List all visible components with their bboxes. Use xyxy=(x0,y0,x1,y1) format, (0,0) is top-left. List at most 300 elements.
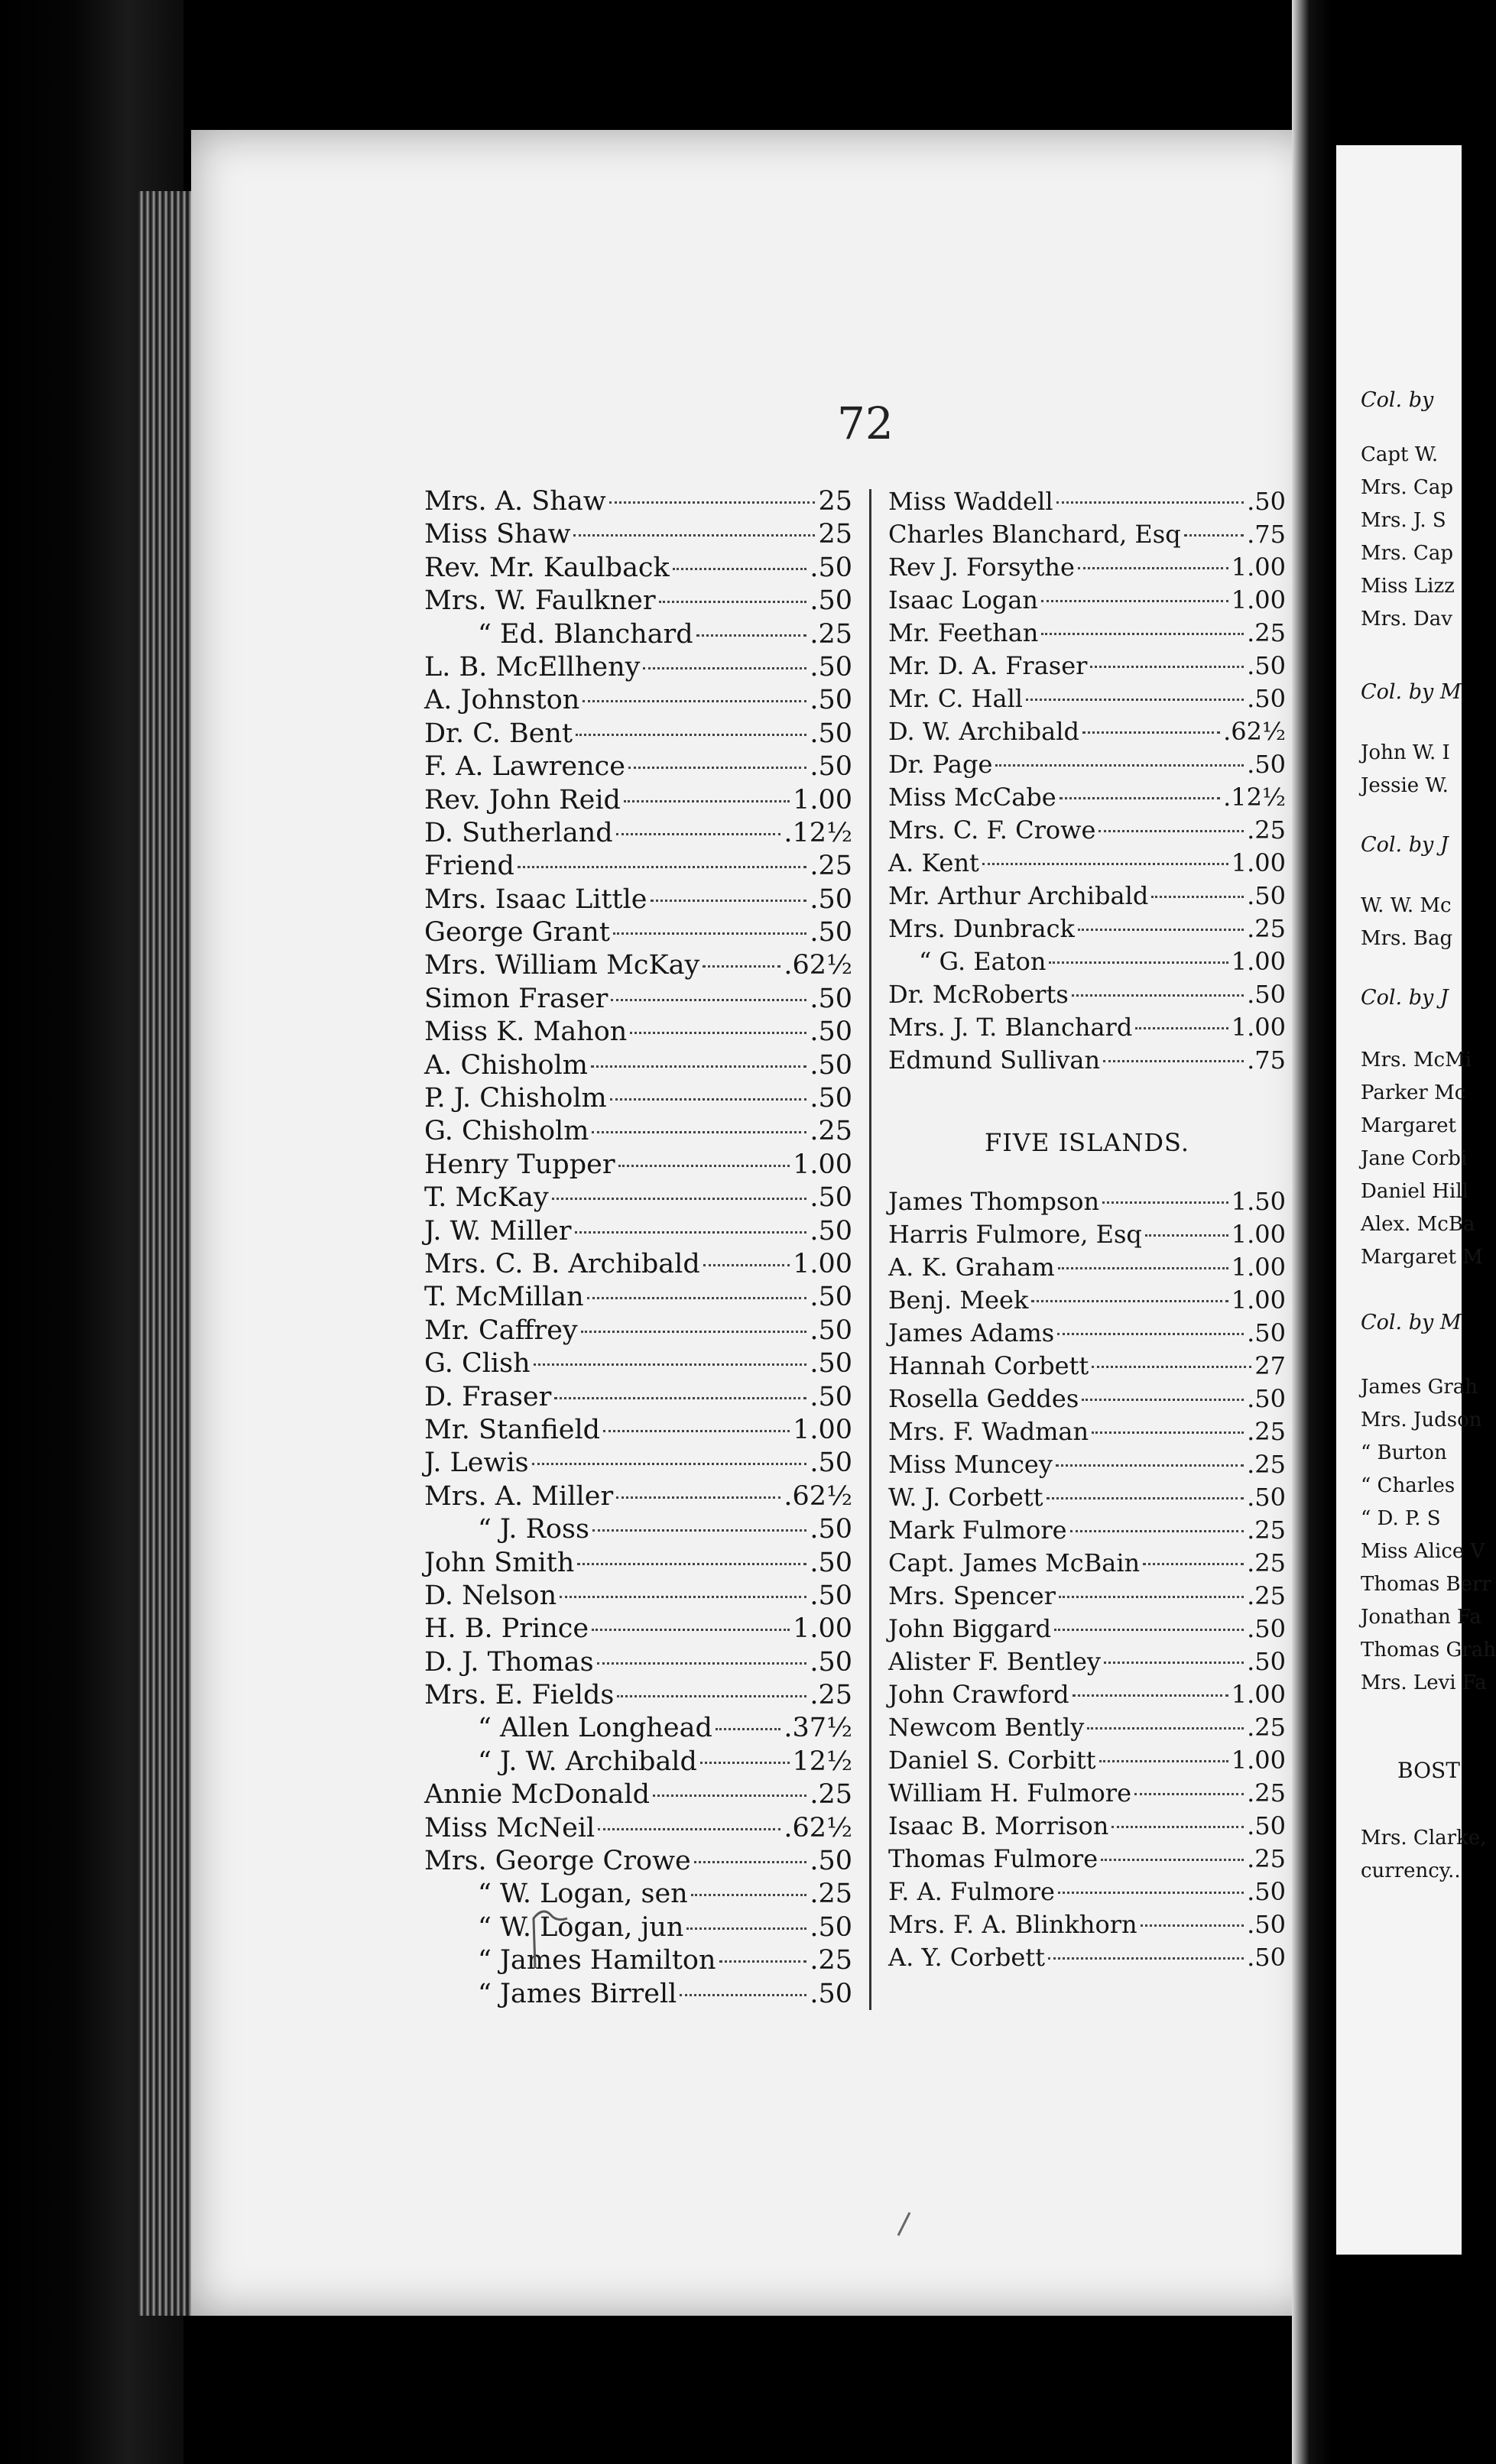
subscriber-name: John Biggard xyxy=(888,1614,1052,1643)
dot-leader xyxy=(592,1131,806,1133)
dot-leader xyxy=(680,1994,806,1996)
subscription-amount: .25 xyxy=(810,1116,852,1147)
subscriber-row xyxy=(888,1744,1286,1777)
facing-page-fragment: W. W. Mc xyxy=(1361,894,1452,917)
subscriber-name: L. B. McEllheny xyxy=(424,651,641,682)
subscriber-row xyxy=(888,518,1286,551)
facing-page-fragment: Jessie W. xyxy=(1361,774,1449,797)
subscriber-name: D. J. Thomas xyxy=(424,1646,594,1678)
dot-leader xyxy=(611,999,806,1001)
subscriber-name: Charles Blanchard, Esq xyxy=(888,520,1181,549)
subscriber-name: James Thompson xyxy=(888,1187,1100,1216)
subscriber-name: Benj. Meek xyxy=(888,1285,1029,1315)
subscription-amount: .50 xyxy=(1247,1647,1286,1676)
subscriber-name: Simon Fraser xyxy=(424,983,608,1014)
subscription-amount: .50 xyxy=(810,651,852,682)
facing-page-fragment: Thomas Berr xyxy=(1361,1573,1491,1596)
subscription-amount: .50 xyxy=(1247,1614,1286,1643)
subscription-amount: .50 xyxy=(810,883,852,915)
subscriber-row xyxy=(888,1711,1286,1744)
subscriber-row xyxy=(888,978,1286,1011)
facing-page-fragment: Mrs. Cap xyxy=(1361,476,1453,499)
dot-leader xyxy=(1078,929,1244,931)
subscriber-name: Friend xyxy=(424,851,514,882)
dot-leader xyxy=(1059,1596,1244,1598)
subscription-amount: 1.00 xyxy=(793,1613,852,1645)
subscription-amount: .50 xyxy=(1247,651,1286,680)
page-number: 72 xyxy=(837,397,894,449)
subscriber-name: Mrs. William McKay xyxy=(424,950,700,981)
subscription-amount: .25 xyxy=(1247,1844,1286,1873)
dot-leader xyxy=(1056,501,1245,504)
subscription-amount: .50 xyxy=(810,718,852,749)
subscriber-row xyxy=(424,1049,852,1082)
subscription-amount: .50 xyxy=(1247,881,1286,910)
subscriber-row xyxy=(888,650,1286,682)
dot-leader xyxy=(1041,633,1244,635)
subscription-amount: .37½ xyxy=(784,1713,852,1744)
subscription-amount: 1.00 xyxy=(793,784,852,815)
subscriber-list-left xyxy=(424,485,852,2011)
dot-leader xyxy=(1056,1464,1244,1467)
pen-mark xyxy=(527,1903,573,1972)
subscription-amount: 1.00 xyxy=(1231,1680,1286,1709)
subscription-amount: .50 xyxy=(810,983,852,1014)
subscription-amount: .25 xyxy=(810,618,852,650)
subscriber-row xyxy=(424,1016,852,1049)
subscriber-name: F. A. Lawrence xyxy=(424,751,625,783)
subscriber-row xyxy=(888,1448,1286,1481)
dot-leader xyxy=(700,1762,790,1764)
subscription-amount: .50 xyxy=(1247,1318,1286,1347)
subscription-amount: .12½ xyxy=(1223,783,1286,812)
subscriber-row xyxy=(424,651,852,684)
dot-leader xyxy=(1041,600,1228,602)
subscriber-row xyxy=(888,748,1286,781)
subscriber-row xyxy=(424,916,852,949)
dot-leader xyxy=(617,1695,806,1697)
subscriber-row xyxy=(424,1613,852,1645)
dot-leader xyxy=(575,1231,807,1234)
subscription-amount: .25 xyxy=(1247,1450,1286,1479)
subscription-amount: 1.50 xyxy=(1231,1187,1286,1216)
subscriber-name: Mrs. E. Fields xyxy=(424,1680,615,1711)
dot-leader xyxy=(552,1198,807,1200)
subscription-amount: .50 xyxy=(810,1911,852,1943)
dot-leader xyxy=(591,1065,806,1068)
dot-leader xyxy=(1058,1892,1244,1894)
subscription-amount: .50 xyxy=(1247,1483,1286,1512)
section-heading: FIVE ISLANDS. xyxy=(984,1128,1189,1157)
subscription-amount: .50 xyxy=(810,1016,852,1048)
subscription-amount: .50 xyxy=(1247,1877,1286,1906)
subscription-amount: .25 xyxy=(810,1680,852,1711)
subscriber-row xyxy=(424,585,852,618)
dot-leader xyxy=(576,734,806,736)
subscriber-row xyxy=(888,1251,1286,1284)
subscription-amount: 25 xyxy=(818,519,852,550)
subscription-amount: .50 xyxy=(810,585,852,617)
subscriber-row xyxy=(424,1381,852,1414)
dot-leader xyxy=(613,932,806,935)
subscription-amount: 1.00 xyxy=(1231,947,1286,976)
subscriber-row xyxy=(888,1284,1286,1317)
subscriber-row xyxy=(424,1978,852,2011)
subscription-amount: 1.00 xyxy=(1231,585,1286,614)
facing-page-fragment: Mrs. Cap xyxy=(1361,542,1453,565)
facing-page-fragment: James Grah xyxy=(1361,1376,1478,1399)
subscriber-row xyxy=(424,1547,852,1580)
subscriber-name: “ J. W. Archibald xyxy=(478,1746,697,1777)
dot-leader xyxy=(719,1960,807,1963)
facing-page-fragment: Col. by J xyxy=(1361,986,1449,1010)
subscription-amount: .50 xyxy=(810,1978,852,2009)
subscriber-name: Mr. D. A. Fraser xyxy=(888,651,1088,680)
subscriber-row xyxy=(424,1812,852,1845)
subscriber-row xyxy=(424,1215,852,1248)
facing-page-fragment: Mrs. McMi xyxy=(1361,1049,1472,1072)
subscriber-row xyxy=(424,1646,852,1679)
subscriber-name: Mrs. A. Shaw xyxy=(424,486,606,517)
facing-page-fragment: Daniel Hill xyxy=(1361,1180,1468,1203)
subscriber-row xyxy=(424,1679,852,1712)
subscriber-row xyxy=(888,1383,1286,1415)
dot-leader xyxy=(691,1894,807,1896)
subscriber-name: D. Nelson xyxy=(424,1580,557,1611)
subscriber-name: “ Ed. Blanchard xyxy=(478,618,693,650)
dot-leader xyxy=(532,1463,807,1465)
subscription-amount: .75 xyxy=(1247,1046,1286,1075)
subscriber-row xyxy=(424,1248,852,1281)
subscriber-row xyxy=(888,1613,1286,1645)
subscriber-row xyxy=(888,682,1286,715)
subscription-amount: .50 xyxy=(1247,1811,1286,1840)
dot-leader xyxy=(577,1563,806,1565)
subscriber-row xyxy=(424,784,852,817)
dot-leader xyxy=(624,800,790,802)
dot-leader xyxy=(581,1331,807,1333)
subscriber-list-middle xyxy=(888,485,1286,1974)
subscription-amount: .50 xyxy=(1247,1384,1286,1413)
subscriber-name: Mrs. F. Wadman xyxy=(888,1417,1089,1446)
subscription-amount: 1.00 xyxy=(1231,848,1286,877)
subscriber-row xyxy=(424,718,852,751)
subscriber-name: Miss Waddell xyxy=(888,487,1053,516)
subscriber-row xyxy=(888,1843,1286,1876)
dot-leader xyxy=(1090,666,1244,668)
subscriber-name: Miss McNeil xyxy=(424,1812,595,1843)
dot-leader xyxy=(1087,1727,1244,1730)
subscription-amount: .62½ xyxy=(1223,717,1286,746)
subscriber-list-five-islands xyxy=(888,1185,1286,1974)
subscriber-name: Mrs. Isaac Little xyxy=(424,883,647,915)
subscriber-name: Dr. C. Bent xyxy=(424,718,573,749)
subscriber-name: Henry Tupper xyxy=(424,1149,615,1180)
facing-page-fragment: BOST xyxy=(1397,1758,1460,1783)
dot-leader xyxy=(560,1596,806,1598)
subscription-amount: .25 xyxy=(1247,1581,1286,1610)
dot-leader xyxy=(630,1032,806,1034)
dot-leader xyxy=(618,1165,790,1167)
subscriber-name: P. J. Chisholm xyxy=(424,1083,607,1114)
facing-page-fragment: Col. by M xyxy=(1361,680,1462,704)
subscriber-row xyxy=(888,715,1286,748)
facing-page-fragment: “ Charles xyxy=(1361,1474,1455,1497)
subscription-amount: .50 xyxy=(810,1381,852,1412)
subscriber-name: Miss K. Mahon xyxy=(424,1016,628,1048)
subscriber-name: F. A. Fulmore xyxy=(888,1877,1055,1906)
dot-leader xyxy=(1054,1629,1244,1631)
subscriber-row xyxy=(424,1149,852,1182)
subscriber-row xyxy=(424,1845,852,1878)
dot-leader xyxy=(534,1363,807,1366)
facing-page-fragment: Col. by xyxy=(1361,388,1434,412)
subscription-amount: 1.00 xyxy=(1231,553,1286,582)
subscriber-row xyxy=(424,1414,852,1447)
subscriber-row xyxy=(424,1281,852,1314)
subscription-amount: .50 xyxy=(810,1846,852,1877)
subscription-amount: 1.00 xyxy=(1231,1220,1286,1249)
subscriber-name: A. Kent xyxy=(888,848,979,877)
dot-leader xyxy=(1060,797,1220,799)
subscriber-name: “ Allen Longhead xyxy=(478,1713,712,1744)
dot-leader xyxy=(1049,961,1228,964)
subscriber-row xyxy=(424,1778,852,1811)
subscriber-name: J. W. Miller xyxy=(424,1215,572,1247)
subscriber-row xyxy=(424,1480,852,1513)
subscriber-name: Mrs. C. F. Crowe xyxy=(888,815,1096,845)
subscription-amount: 1.00 xyxy=(793,1414,852,1445)
subscriber-name: Daniel S. Corbitt xyxy=(888,1746,1096,1775)
subscriber-name: Dr. Page xyxy=(888,750,993,779)
subscriber-name: Mrs. C. B. Archibald xyxy=(424,1248,700,1279)
subscriber-name: Isaac B. Morrison xyxy=(888,1811,1109,1840)
subscriber-row xyxy=(888,485,1286,518)
subscriber-row xyxy=(888,1547,1286,1580)
subscription-amount: .50 xyxy=(1247,1910,1286,1939)
subscriber-name: Rev J. Forsythe xyxy=(888,553,1075,582)
subscription-amount: .25 xyxy=(1247,1778,1286,1807)
subscriber-row xyxy=(888,781,1286,814)
subscription-amount: 1.00 xyxy=(1231,1285,1286,1315)
subscriber-row xyxy=(888,551,1286,584)
dot-leader xyxy=(573,534,815,537)
dot-leader xyxy=(703,965,780,968)
subscription-amount: .50 xyxy=(810,1514,852,1545)
subscription-amount: 27 xyxy=(1254,1351,1286,1380)
subscriber-name: “ W. Logan, jun xyxy=(478,1911,684,1943)
facing-page-fragment: Miss Alice V xyxy=(1361,1540,1485,1563)
dot-leader xyxy=(1031,1300,1228,1302)
dot-leader xyxy=(628,767,806,769)
subscriber-name: T. McKay xyxy=(424,1182,549,1214)
dot-leader xyxy=(673,568,807,570)
subscriber-row xyxy=(888,1011,1286,1044)
subscription-amount: 1.00 xyxy=(1231,1746,1286,1775)
subscriber-name: A. Y. Corbett xyxy=(888,1943,1045,1972)
subscriber-row xyxy=(888,880,1286,913)
subscriber-row xyxy=(424,751,852,783)
dot-leader xyxy=(703,1264,790,1266)
subscriber-name: Mr. Caffrey xyxy=(424,1315,578,1346)
subscriber-name: A. K. Graham xyxy=(888,1253,1055,1282)
facing-page-fragment: Jane Corbi xyxy=(1361,1147,1468,1170)
subscriber-name: T. McMillan xyxy=(424,1282,584,1313)
subscriber-name: D. Fraser xyxy=(424,1381,552,1412)
dot-leader xyxy=(1145,1234,1228,1237)
facing-page-fragment: Capt W. xyxy=(1361,443,1439,466)
subscriber-row xyxy=(424,1115,852,1148)
subscriber-name: Miss Muncey xyxy=(888,1450,1053,1479)
subscription-amount: .25 xyxy=(1247,1516,1286,1545)
subscriber-name: Mrs. Spencer xyxy=(888,1581,1056,1610)
subscriber-name: Edmund Sullivan xyxy=(888,1046,1101,1075)
dot-leader xyxy=(1070,1530,1245,1532)
subscription-amount: .50 xyxy=(1247,980,1286,1009)
facing-page-fragment: Margaret M xyxy=(1361,1246,1483,1269)
subscription-amount: .62½ xyxy=(784,950,852,981)
subscriber-name: William H. Fulmore xyxy=(888,1778,1131,1807)
subscriber-row xyxy=(888,1350,1286,1383)
subscriber-row xyxy=(424,949,852,982)
subscriber-name: George Grant xyxy=(424,917,610,948)
dot-leader xyxy=(653,1795,806,1797)
subscriber-row xyxy=(888,913,1286,945)
subscription-amount: .25 xyxy=(810,1945,852,1976)
dot-leader xyxy=(592,1529,806,1532)
subscriber-row xyxy=(888,1317,1286,1350)
subscriber-row xyxy=(888,1678,1286,1711)
subscriber-name: G. Chisholm xyxy=(424,1116,589,1147)
subscriber-name: Mrs. George Crowe xyxy=(424,1846,691,1877)
dot-leader xyxy=(1101,1859,1244,1861)
dot-leader xyxy=(1184,534,1244,537)
subscription-amount: .50 xyxy=(1247,750,1286,779)
subscription-amount: .50 xyxy=(810,1580,852,1611)
subscriber-row xyxy=(888,617,1286,650)
dot-leader xyxy=(1073,1694,1228,1697)
subscriber-name: “ W. Logan, sen xyxy=(478,1879,688,1910)
subscriber-row xyxy=(424,518,852,551)
dot-leader xyxy=(1082,731,1220,734)
subscriber-row xyxy=(424,684,852,717)
subscription-amount: .50 xyxy=(1247,487,1286,516)
subscription-amount: .62½ xyxy=(784,1812,852,1843)
subscriber-name: Newcom Bently xyxy=(888,1713,1085,1742)
subscriber-name: Isaac Logan xyxy=(888,585,1038,614)
subscription-amount: .25 xyxy=(1247,1713,1286,1742)
subscriber-name: Mrs. F. A. Blinkhorn xyxy=(888,1910,1137,1939)
subscription-amount: 1.00 xyxy=(1231,1013,1286,1042)
facing-page-fragment: Alex. McBa xyxy=(1361,1213,1475,1236)
subscription-amount: .50 xyxy=(810,1646,852,1678)
subscriber-name: D. W. Archibald xyxy=(888,717,1079,746)
subscriber-row xyxy=(888,1645,1286,1678)
subscriber-name: “ James Birrell xyxy=(478,1978,677,2009)
subscriber-row xyxy=(888,584,1286,617)
subscription-amount: .25 xyxy=(1247,815,1286,845)
subscriber-name: Rosella Geddes xyxy=(888,1384,1079,1413)
subscriber-name: “ G. Eaton xyxy=(919,947,1047,976)
subscription-amount: 1.00 xyxy=(793,1149,852,1180)
dot-leader xyxy=(1111,1826,1244,1828)
subscription-amount: .25 xyxy=(1247,914,1286,943)
subscription-amount: .25 xyxy=(810,1779,852,1811)
subscription-amount: .50 xyxy=(810,1448,852,1479)
dot-leader xyxy=(982,863,1228,865)
subscription-amount: .50 xyxy=(810,1083,852,1114)
facing-page-fragment: Miss Lizz xyxy=(1361,575,1455,598)
subscriber-name: A. Chisholm xyxy=(424,1049,588,1081)
subscriber-name: Mr. Stanfield xyxy=(424,1414,601,1445)
subscriber-row xyxy=(424,1082,852,1115)
subscriber-name: H. B. Prince xyxy=(424,1613,589,1645)
dot-leader xyxy=(696,634,807,637)
subscriber-name: Mark Fulmore xyxy=(888,1516,1067,1545)
facing-page-fragment: Mrs. Dav xyxy=(1361,608,1452,631)
subscription-amount: 1.00 xyxy=(1231,1253,1286,1282)
facing-page-fragment: Mrs. J. S xyxy=(1361,509,1446,532)
subscriber-row xyxy=(888,1810,1286,1843)
subscription-amount: .50 xyxy=(810,751,852,783)
facing-page-fragment: Mrs. Judson xyxy=(1361,1409,1482,1431)
subscription-amount: .50 xyxy=(810,1547,852,1578)
subscriber-row xyxy=(888,1908,1286,1941)
subscriber-name: John Smith xyxy=(424,1547,575,1578)
subscriber-row xyxy=(424,983,852,1016)
dot-leader xyxy=(610,1098,807,1101)
facing-page-fragment: Col. by M xyxy=(1361,1311,1462,1334)
dot-leader xyxy=(616,833,781,835)
dot-leader xyxy=(1099,1760,1228,1762)
subscriber-name: Mrs. J. T. Blanchard xyxy=(888,1013,1133,1042)
dot-leader xyxy=(1092,1431,1244,1434)
subscriber-row xyxy=(424,1911,852,1944)
subscriber-name: Hannah Corbett xyxy=(888,1351,1089,1380)
subscription-amount: .25 xyxy=(1247,1417,1286,1446)
subscription-amount: .50 xyxy=(810,685,852,716)
facing-page-fragment: John W. I xyxy=(1361,741,1450,764)
subscriber-name: Miss McCabe xyxy=(888,783,1056,812)
facing-page-fragment: Mrs. Levi Fa xyxy=(1361,1671,1487,1694)
subscriber-row xyxy=(424,552,852,585)
dot-leader xyxy=(1151,896,1244,898)
facing-page-fragment: Jonathan Fa xyxy=(1361,1606,1481,1629)
dot-leader xyxy=(1098,830,1244,832)
scan-speck xyxy=(894,2209,917,2239)
right-page xyxy=(1336,145,1496,2255)
dot-leader xyxy=(1047,1497,1245,1499)
subscription-amount: 12½ xyxy=(792,1746,852,1777)
dot-leader xyxy=(1143,1563,1244,1565)
subscriber-row xyxy=(424,1712,852,1745)
subscriber-row xyxy=(888,1415,1286,1448)
subscription-amount: .50 xyxy=(1247,1943,1286,1972)
subscriber-name: “ James Hamilton xyxy=(478,1945,716,1976)
subscriber-row xyxy=(888,1481,1286,1514)
subscription-amount: .75 xyxy=(1247,520,1286,549)
subscription-amount: .50 xyxy=(810,1282,852,1313)
subscriber-row xyxy=(424,1447,852,1480)
subscriber-list-middle-top xyxy=(888,485,1286,1077)
subscriber-row xyxy=(888,1777,1286,1810)
subscriber-name: Miss Shaw xyxy=(424,519,571,550)
dot-leader xyxy=(554,1397,806,1399)
subscriber-name: Mrs. Dunbrack xyxy=(888,914,1075,943)
subscription-amount: .50 xyxy=(810,552,852,583)
subscriber-row xyxy=(424,817,852,850)
subscriber-name: Mrs. A. Miller xyxy=(424,1480,614,1512)
